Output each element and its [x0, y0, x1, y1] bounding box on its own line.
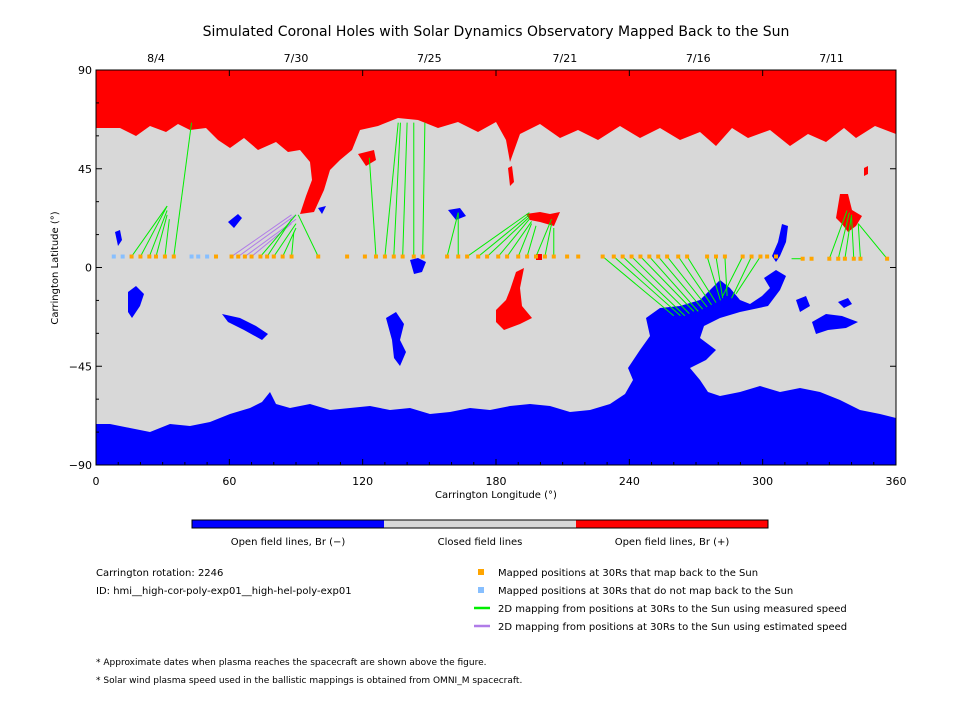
mapped-point-maps-back: [676, 255, 680, 259]
y-tick-label: −45: [68, 360, 92, 374]
mapped-point-maps-back: [230, 255, 234, 259]
mapped-point-maps-back: [496, 255, 500, 259]
x-tick-label: 360: [885, 475, 907, 488]
mapped-point-maps-back: [236, 255, 240, 259]
mapped-point-maps-back: [172, 255, 176, 259]
mapped-point-maps-back: [290, 255, 294, 259]
map-regions: [96, 70, 896, 465]
date-tick-label: 7/30: [283, 52, 309, 65]
x-axis-label: Carrington Longitude (°): [435, 490, 557, 501]
mapped-point-maps-back: [505, 255, 509, 259]
mapped-point-maps-back: [543, 255, 547, 259]
colorbar: [192, 520, 768, 548]
legend-label: Mapped positions at 30Rs that do not map back to the Sun: [498, 586, 794, 597]
mapped-point-maps-back: [316, 255, 320, 259]
mapped-point-no-map: [196, 255, 200, 259]
mapped-point-maps-back: [852, 257, 856, 261]
mapped-point-maps-back: [374, 255, 378, 259]
mapped-point-maps-back: [281, 255, 285, 259]
mapped-point-maps-back: [163, 255, 167, 259]
mapped-point-maps-back: [750, 255, 754, 259]
mapped-point-maps-back: [456, 255, 460, 259]
mapped-point-maps-back: [723, 255, 727, 259]
mapped-point-maps-back: [258, 255, 262, 259]
mapped-point-no-map: [190, 255, 194, 259]
mapped-point-maps-back: [774, 255, 778, 259]
chart-title: Simulated Coronal Holes with Solar Dynamics Observatory Mapped Back to the Sun: [202, 24, 790, 40]
x-tick-label: 300: [752, 475, 774, 488]
y-tick-label: −90: [68, 459, 92, 472]
date-tick-label: 7/25: [416, 52, 442, 65]
mapped-point-maps-back: [383, 255, 387, 259]
mapped-point-maps-back: [827, 257, 831, 261]
colorbar-label: Closed field lines: [437, 537, 523, 548]
mapped-point-maps-back: [250, 255, 254, 259]
legend-label: 2D mapping from positions at 30Rs to the Sun using estimated speed: [498, 622, 848, 633]
y-axis-label: Carrington Latitude (°): [50, 211, 61, 325]
carrington-rotation-text: Carrington rotation: 2246: [96, 568, 224, 579]
y-tick-label: 90: [78, 64, 92, 77]
mapped-point-maps-back: [345, 255, 349, 259]
mapped-point-maps-back: [630, 255, 634, 259]
mapped-point-maps-back: [272, 255, 276, 259]
mapped-point-maps-back: [858, 257, 862, 261]
legend-square-icon: [478, 587, 484, 593]
mapped-point-maps-back: [363, 255, 367, 259]
mapped-point-maps-back: [685, 255, 689, 259]
x-tick-label: 120: [352, 475, 374, 488]
mapped-point-maps-back: [647, 255, 651, 259]
mapped-point-maps-back: [421, 255, 425, 259]
x-tick-label: 240: [618, 475, 640, 488]
date-tick-label: 7/11: [819, 52, 844, 65]
mapped-point-maps-back: [138, 255, 142, 259]
mapped-point-maps-back: [656, 255, 660, 259]
x-tick-label: 0: [92, 475, 100, 488]
x-tick-label: 60: [222, 475, 237, 488]
mapped-point-maps-back: [576, 255, 580, 259]
mapped-point-maps-back: [265, 255, 269, 259]
mapped-point-maps-back: [445, 255, 449, 259]
footnote-speed: * Solar wind plasma speed used in the ballistic mappings is obtained from OMNI_M spacecraft.: [96, 676, 523, 686]
mapped-point-maps-back: [843, 257, 847, 261]
top-date-axis: [147, 52, 844, 65]
mapped-point-maps-back: [714, 255, 718, 259]
mapped-point-maps-back: [758, 255, 762, 259]
mapped-point-maps-back: [154, 255, 158, 259]
y-tick-label: 0: [85, 261, 92, 275]
mapped-point-maps-back: [147, 255, 151, 259]
date-tick-label: 7/16: [685, 52, 711, 65]
legend: [474, 568, 847, 633]
mapped-point-maps-back: [665, 255, 669, 259]
mapped-point-maps-back: [885, 257, 889, 261]
colorbar-label: Open field lines, Br (−): [230, 537, 346, 548]
mapped-point-maps-back: [621, 255, 625, 259]
mapped-point-maps-back: [465, 255, 469, 259]
y-tick-label: 45: [78, 162, 92, 176]
mapped-point-no-map: [112, 255, 116, 259]
legend-label: 2D mapping from positions at 30Rs to the Sun using measured speed: [498, 604, 847, 615]
colorbar-segment: [384, 520, 576, 528]
mapped-point-maps-back: [705, 255, 709, 259]
run-id-text: ID: hmi__high-cor-poly-exp01__high-hel-poly-exp01: [96, 586, 352, 597]
mapped-point-maps-back: [612, 255, 616, 259]
mapped-point-maps-back: [401, 255, 405, 259]
date-tick-label: 7/21: [552, 52, 578, 65]
date-tick-label: 8/4: [147, 52, 165, 65]
mapped-point-no-map: [205, 255, 209, 259]
x-tick-label: 180: [485, 475, 507, 488]
mapped-point-no-map: [121, 255, 125, 259]
legend-label: Mapped positions at 30Rs that map back to the Sun: [498, 568, 759, 579]
colorbar-label: Open field lines, Br (+): [614, 537, 730, 548]
footnote-dates: * Approximate dates when plasma reaches the spacecraft are shown above the figure.: [96, 658, 487, 668]
mapped-point-maps-back: [565, 255, 569, 259]
mapped-point-maps-back: [485, 255, 489, 259]
mapped-point-maps-back: [525, 255, 529, 259]
mapped-point-maps-back: [130, 255, 134, 259]
mapped-point-maps-back: [601, 255, 605, 259]
legend-square-icon: [478, 569, 484, 575]
mapped-point-maps-back: [810, 257, 814, 261]
mapped-point-maps-back: [801, 257, 805, 261]
mapped-point-maps-back: [638, 255, 642, 259]
colorbar-segment: [576, 520, 768, 528]
mapped-point-maps-back: [765, 255, 769, 259]
mapped-point-maps-back: [534, 255, 538, 259]
mapped-point-maps-back: [516, 255, 520, 259]
mapped-point-maps-back: [552, 255, 556, 259]
mapped-point-maps-back: [214, 255, 218, 259]
mapped-point-maps-back: [243, 255, 247, 259]
mapped-point-maps-back: [741, 255, 745, 259]
colorbar-segment: [192, 520, 384, 528]
mapped-point-maps-back: [476, 255, 480, 259]
mapped-point-maps-back: [392, 255, 396, 259]
mapped-point-maps-back: [412, 255, 416, 259]
mapped-point-maps-back: [836, 257, 840, 261]
